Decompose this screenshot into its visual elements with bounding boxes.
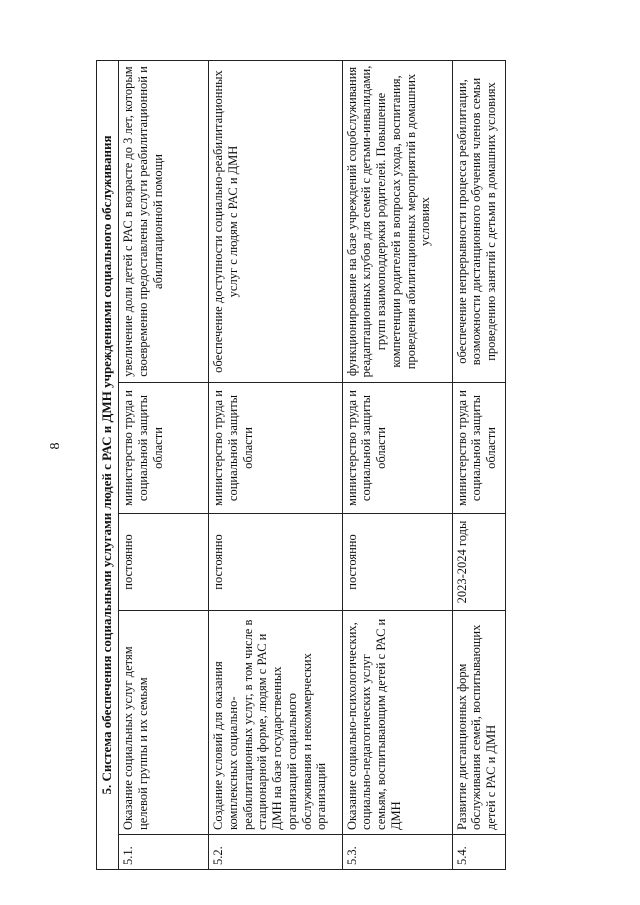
row-number: 5.3.	[342, 835, 452, 870]
row-term: постоянно	[119, 514, 209, 611]
section-title: 5. Система обеспечения социальными услугами людей с РАС и ДМН учреждениями социального обслуживания	[97, 61, 119, 870]
row-number: 5.2.	[209, 835, 342, 870]
document-table-frame	[96, 60, 506, 870]
table-row	[119, 61, 209, 870]
page-number: 8	[48, 442, 63, 450]
table-row	[452, 61, 505, 870]
measures-table	[96, 60, 506, 870]
row-action: Создание условий для оказания комплексных социально-реабилитационных услуг, в том числе в стационарной форме, людям с РАС и ДМН на базе государственных организаций социального обслуживания и некоммерческих организаций	[209, 611, 342, 835]
row-number: 5.1.	[119, 835, 209, 870]
row-executor: министерство труда и социальной защиты области	[452, 383, 505, 514]
row-term: 2023-2024 годы	[452, 514, 505, 611]
row-number: 5.4.	[452, 835, 505, 870]
table-row	[342, 61, 452, 870]
row-result: увеличение доли детей с РАС в возрасте до 3 лет, которым своевременно предоставлены услуги реабилитационной и абилитационной помощи	[119, 61, 209, 383]
table-row	[209, 61, 342, 870]
row-action: Оказание социальных услуг детям целевой группы и их семьям	[119, 611, 209, 835]
row-action: Оказание социально-психологических, социально-педагогических услуг семьям, воспитывающим детей с РАС и ДМН	[342, 611, 452, 835]
row-result: обеспечение доступности социально-реабилитационных услуг с людям с РАС и ДМН	[209, 61, 342, 383]
row-term: постоянно	[209, 514, 342, 611]
row-executor: министерство труда и социальной защиты области	[209, 383, 342, 514]
row-term: постоянно	[342, 514, 452, 611]
row-action: Развитие дистанционных форм обслуживания семей, воспитывающих детей с РАС и ДМН	[452, 611, 505, 835]
row-executor: министерство труда и социальной защиты области	[342, 383, 452, 514]
row-result: функционирование на базе учреждений соцобслуживания реадаптационных клубов для семей с детьми-инвалидами, групп взаимоподдержки родителей. Повышение компетенции родителей в вопросах ухода, воспитания, проведения абилитационных мероприятий в домашних условиях	[342, 61, 452, 383]
row-executor: министерство труда и социальной защиты области	[119, 383, 209, 514]
row-result: обеспечение непрерывности процесса реабилитации, возможности дистанционного обучения членов семьи проведению занятий с детьми в домашних условиях	[452, 61, 505, 383]
